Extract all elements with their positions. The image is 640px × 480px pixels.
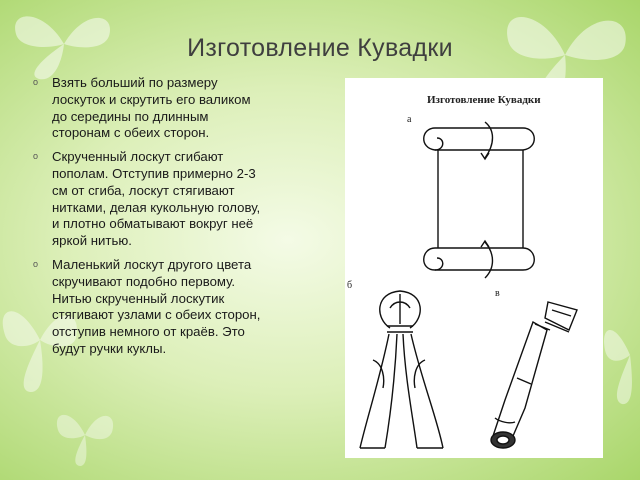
bullet-marker: о [33,151,39,162]
list-item-text: Маленький лоскут другого цвета скручивают подобно первому. Нитью скрученный лоскутик стягивают узлами с обеих сторон, отступив немного от краёв. Это будут ручки куклы. [52,256,261,356]
illustration-caption: Изготовление Кувадки [427,94,541,106]
instruction-list [34,75,269,365]
rolled-cloth-drawing [424,122,535,278]
list-item-text: Взять больший по размеру лоскуток и скрутить его валиком до середины по длинным сторонам с обеих сторон. [52,75,251,141]
doll-steps-drawing [345,78,603,458]
step-label-b: б [347,280,353,291]
illustration-panel [345,78,603,458]
step-label-a: а [407,114,412,125]
step-label-c: в [495,288,500,299]
rolled-arm-drawing [491,302,577,448]
list-item-text: Скрученный лоскут сгибают пополам. Отступив примерно 2-3 см от сгиба, лоскут стягивают нитками, делая кукольную голову, и плотно обматывают вокруг неё яркой нитью. [52,149,261,249]
list-item [34,149,269,250]
folded-doll-drawing [360,291,443,448]
butterfly-icon [50,400,120,470]
bullet-marker: о [33,77,39,87]
list-item [34,257,269,358]
list-item [34,75,269,142]
bullet-marker: о [33,258,39,269]
page-title: Изготовление Кувадки [187,34,453,62]
butterfly-icon [600,300,640,410]
